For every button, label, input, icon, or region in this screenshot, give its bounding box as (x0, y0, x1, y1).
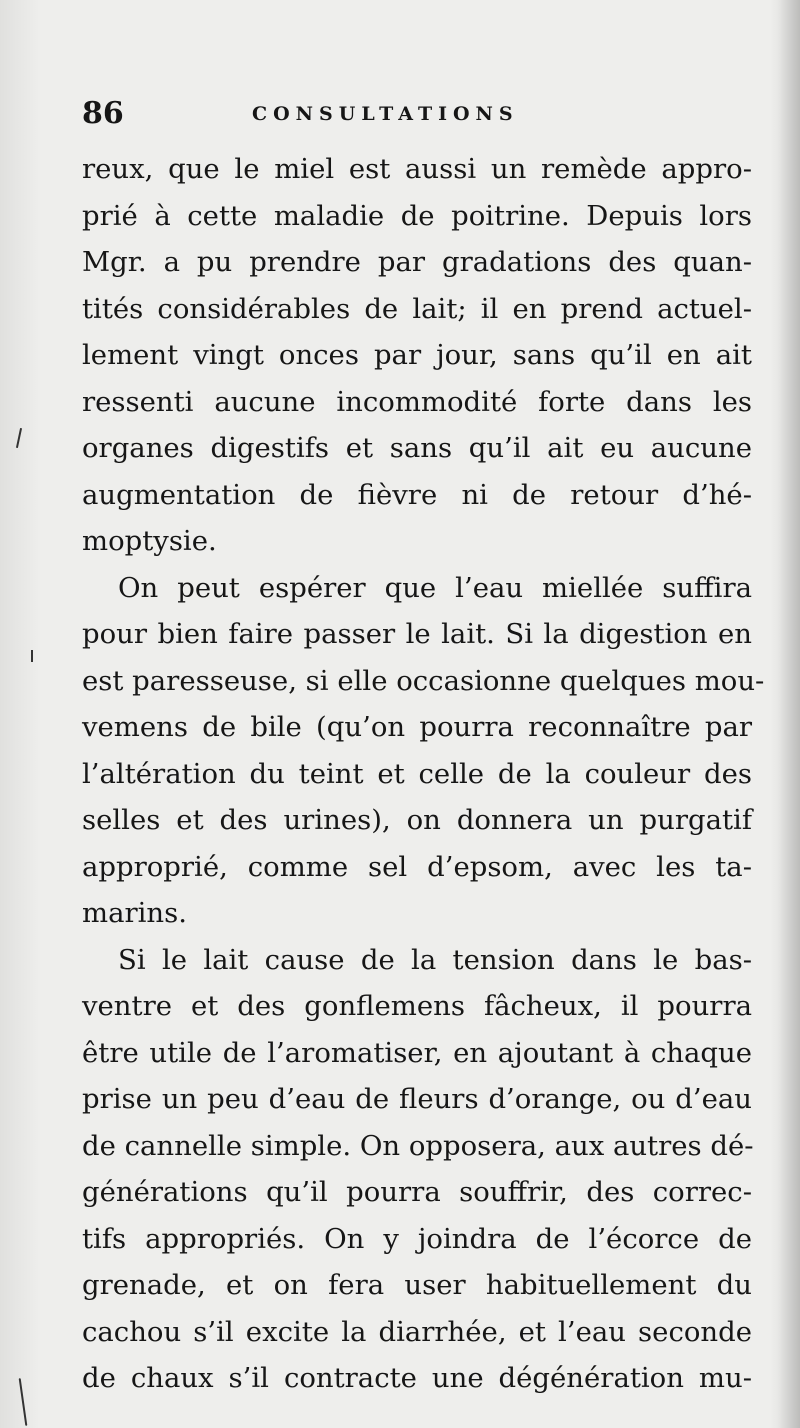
margin-pen-mark (16, 428, 22, 448)
text-line: pour bien faire passer le lait. Si la digestion en (82, 618, 752, 650)
text-line: tifs appropriés. On y joindra de l’écorce de (82, 1222, 752, 1255)
text-line: marins. (82, 897, 187, 929)
text-line: prié à cette maladie de poitrine. Depuis lors (82, 199, 752, 232)
text-line: générations qu’il pourra souffrir, des correc- (82, 1176, 752, 1208)
text-line: prise un peu d’eau de fleurs d’orange, ou d’eau (82, 1083, 752, 1115)
margin-pen-mark (31, 650, 33, 662)
text-line: augmentation de fièvre ni de retour d’hé- (82, 478, 752, 511)
text-line: Mgr. a pu prendre par gradations des quan- (82, 246, 752, 278)
text-line: de chaux s’il contracte une dégénération mu- (82, 1362, 752, 1394)
page-edge-shadow (778, 0, 800, 1428)
body-text (82, 146, 765, 1402)
text-line: reux, que le miel est aussi un remède appro- (82, 153, 752, 185)
running-title: CONSULTATIONS (252, 103, 519, 125)
paragraph-start-line: Si le lait cause de la tension dans le bas- (118, 943, 752, 976)
text-line: cachou s’il excite la diarrhée, et l’eau seconde (82, 1315, 752, 1348)
margin-pen-mark (19, 1378, 28, 1426)
page-number: 86 (82, 96, 124, 131)
text-line: est paresseuse, si elle occasionne quelques mou- (82, 664, 765, 697)
text-line: moptysie. (82, 525, 217, 557)
text-line: l’altération du teint et celle de la couleur des (82, 757, 752, 790)
text-line: ressenti aucune incommodité forte dans les (82, 385, 752, 418)
text-line: approprié, comme sel d’epsom, avec les ta- (82, 850, 752, 883)
text-line: tités considérables de lait; il en prend actuel- (82, 292, 752, 325)
paragraph-start-line: On peut espérer que l’eau miellée suffira (118, 571, 752, 604)
text-line: vemens de bile (qu’on pourra reconnaître par (82, 711, 752, 743)
text-line: ventre et des gonflemens fâcheux, il pourra (82, 990, 752, 1022)
text-line: lement vingt onces par jour, sans qu’il en ait (82, 339, 752, 371)
text-line: être utile de l’aromatiser, en ajoutant à chaque (82, 1036, 752, 1069)
text-line: organes digestifs et sans qu’il ait eu aucune (82, 432, 752, 464)
running-head (82, 92, 772, 136)
text-line: selles et des urines), on donnera un purgatif (82, 804, 752, 836)
text-line: de cannelle simple. On opposera, aux autres dé- (82, 1129, 754, 1162)
text-line: grenade, et on fera user habituellement du (82, 1269, 752, 1301)
